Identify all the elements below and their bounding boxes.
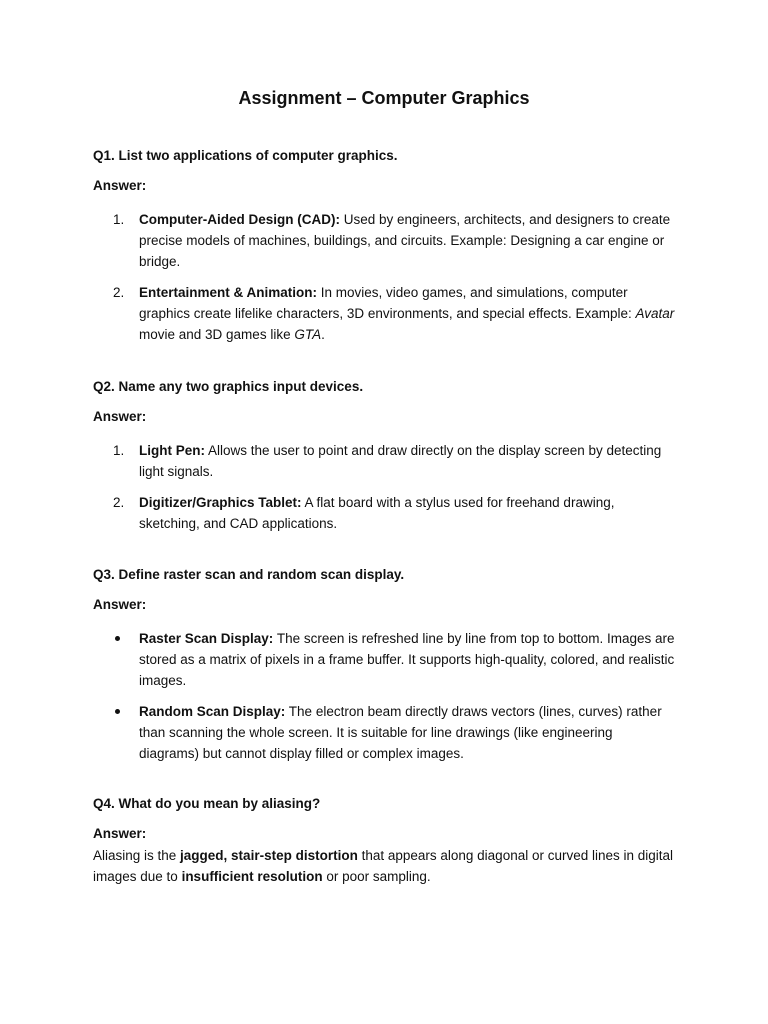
item-text-mid: movie and 3D games like <box>139 327 295 342</box>
para-bold-jagged: jagged, stair-step distortion <box>180 848 358 863</box>
section-q3 <box>93 566 675 774</box>
item-term: Random Scan Display: <box>139 704 286 719</box>
para-bold-resolution: insufficient resolution <box>181 869 323 884</box>
list-number: 2. <box>113 495 125 510</box>
answer-label-q3: Answer: <box>93 597 147 612</box>
answer-paragraph-q4 <box>93 845 675 887</box>
item-text: The electron beam directly draws vectors (lines, curves) rather than scanning the whole screen. It is suitable for line drawings (like engineering diagrams) but cannot display filled or complex images. <box>139 704 662 761</box>
answer-label-q4: Answer: <box>93 826 147 841</box>
question-q2: Q2. Name any two graphics input devices. <box>93 379 364 394</box>
bullet-icon <box>115 709 120 714</box>
answer-list-q1 <box>93 209 675 345</box>
section-q1 <box>93 147 675 355</box>
item-italic-avatar: Avatar <box>635 306 675 321</box>
list-item <box>93 492 675 534</box>
item-term: Entertainment & Animation: <box>139 285 318 300</box>
item-term: Computer-Aided Design (CAD): <box>139 212 340 227</box>
question-q4: Q4. What do you mean by aliasing? <box>93 796 321 811</box>
list-number: 1. <box>113 443 125 458</box>
list-item <box>93 440 675 482</box>
list-item <box>93 209 675 272</box>
item-text: A flat board with a stylus used for freehand drawing, sketching, and CAD applications. <box>139 495 615 531</box>
document-title: Assignment – Computer Graphics <box>238 88 530 108</box>
para-text: or poor sampling. <box>322 869 431 884</box>
list-number: 1. <box>113 212 125 227</box>
section-q2 <box>93 378 675 544</box>
bullet-icon <box>115 636 120 641</box>
item-term: Digitizer/Graphics Tablet: <box>139 495 302 510</box>
list-item <box>93 282 675 345</box>
para-text: that appears along diagonal or curved lines in digital images due to <box>93 848 674 884</box>
item-text: In movies, video games, and simulations, computer graphics create lifelike characters, 3D environments, and special effects. Example: <box>139 285 636 321</box>
item-text: Allows the user to point and draw directly on the display screen by detecting light signals. <box>139 443 662 479</box>
section-q4 <box>93 795 675 887</box>
list-number: 2. <box>113 285 125 300</box>
list-item <box>93 701 675 764</box>
answer-label-q1: Answer: <box>93 178 147 193</box>
item-text-end: . <box>321 327 325 342</box>
item-term: Raster Scan Display: <box>139 631 274 646</box>
item-text: Used by engineers, architects, and designers to create precise models of machines, buildings, and circuits. Example: Designing a car engine or bridge. <box>139 212 671 269</box>
document-page <box>93 0 683 1024</box>
item-term: Light Pen: <box>139 443 205 458</box>
answer-list-q3 <box>93 628 675 764</box>
item-italic-gta: GTA <box>294 327 322 342</box>
item-text: The screen is refreshed line by line from top to bottom. Images are stored as a matrix of pixels in a frame buffer. It supports high-quality, colored, and realistic images. <box>139 631 675 688</box>
list-item <box>93 628 675 691</box>
question-q1: Q1. List two applications of computer graphics. <box>93 148 398 163</box>
para-text: Aliasing is the <box>93 848 181 863</box>
answer-label-q2: Answer: <box>93 409 147 424</box>
question-q3: Q3. Define raster scan and random scan display. <box>93 567 405 582</box>
answer-list-q2 <box>93 440 675 534</box>
